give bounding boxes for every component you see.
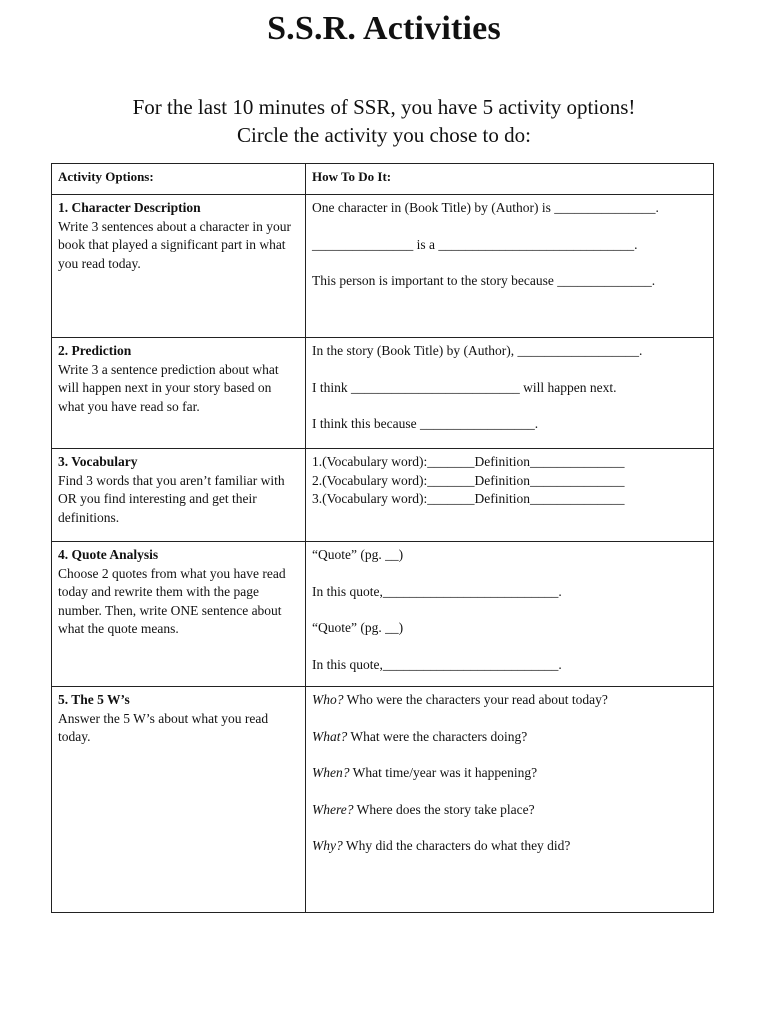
activity-cell-character-description bbox=[52, 195, 306, 338]
table-row bbox=[52, 338, 714, 449]
header-activity-options: Activity Options: bbox=[52, 164, 306, 195]
activity-cell-prediction bbox=[52, 338, 306, 449]
activity-cell-quote-analysis bbox=[52, 542, 306, 687]
question-what bbox=[312, 728, 707, 747]
question-why bbox=[312, 837, 707, 856]
question-word: What? bbox=[312, 728, 348, 744]
table-row bbox=[52, 687, 714, 913]
instruction-line: In this quote,__________________________. bbox=[312, 583, 562, 599]
header-how-to-do-it: How To Do It: bbox=[306, 164, 714, 195]
question-who bbox=[312, 691, 707, 710]
activity-title: 3. Vocabulary bbox=[58, 454, 138, 469]
activity-description: Answer the 5 W’s about what you read today. bbox=[58, 710, 269, 744]
question-when bbox=[312, 764, 707, 783]
activity-title: 2. Prediction bbox=[58, 343, 132, 358]
instruction-line: In the story (Book Title) by (Author), __________________. bbox=[312, 343, 643, 358]
instructions-cell-vocabulary bbox=[306, 449, 714, 542]
activity-title: 1. Character Description bbox=[58, 200, 201, 215]
instructions-cell-prediction bbox=[306, 338, 714, 449]
activity-cell-five-ws bbox=[52, 687, 306, 913]
instruction-line: 3.(Vocabulary word):_______Definition______________ bbox=[312, 491, 625, 506]
activity-table bbox=[51, 163, 714, 913]
question-word: Where? bbox=[312, 801, 354, 817]
activity-cell-vocabulary bbox=[52, 449, 306, 542]
instruction-line: 1.(Vocabulary word):_______Definition______________ bbox=[312, 454, 625, 469]
instruction-line: I think _________________________ will happen next. bbox=[312, 379, 617, 395]
instructions-cell-character-description bbox=[306, 195, 714, 338]
intro-line-2: Circle the activity you chose to do: bbox=[237, 123, 531, 147]
instruction-line: I think this because _________________. bbox=[312, 416, 539, 431]
question-text: Where does the story take place? bbox=[353, 801, 535, 817]
table-row bbox=[52, 542, 714, 687]
instruction-line: _______________ is a _____________________________. bbox=[312, 236, 638, 252]
question-text: What time/year was it happening? bbox=[349, 765, 538, 780]
table-header-row bbox=[52, 164, 714, 195]
instruction-line: In this quote,__________________________. bbox=[312, 656, 562, 672]
intro-line-1: For the last 10 minutes of SSR, you have 5 activity options! bbox=[132, 95, 636, 119]
instruction-line: “Quote” (pg. __) bbox=[312, 547, 404, 562]
activity-title: 4. Quote Analysis bbox=[58, 547, 159, 562]
question-text: Why did the characters do what they did? bbox=[342, 838, 571, 853]
activity-description: Choose 2 quotes from what you have read today and rewrite them with the page number. Then, write ONE sentence about what the quote means. bbox=[58, 565, 286, 636]
question-text: What were the characters doing? bbox=[347, 728, 528, 744]
activity-description: Find 3 words that you aren’t familiar with OR you find interesting and get their definitions. bbox=[58, 472, 285, 525]
page-title: S.S.R. Activities bbox=[267, 10, 501, 47]
instruction-line: One character in (Book Title) by (Author) is _______________. bbox=[312, 200, 659, 215]
instructions-cell-quote-analysis bbox=[306, 542, 714, 687]
question-word: When? bbox=[312, 765, 350, 780]
table-row bbox=[52, 449, 714, 542]
activity-description: Write 3 sentences about a character in your book that played a significant part in what you read today. bbox=[58, 218, 291, 271]
activity-description: Write 3 a sentence prediction about what will happen next in your story based on what you have read so far. bbox=[58, 361, 279, 414]
activity-title: 5. The 5 W’s bbox=[58, 692, 130, 707]
instructions-cell-five-ws bbox=[306, 687, 714, 913]
question-where bbox=[312, 801, 707, 820]
question-text: Who were the characters your read about today? bbox=[343, 692, 608, 707]
question-word: Who? bbox=[312, 692, 344, 707]
question-word: Why? bbox=[312, 838, 343, 853]
table-row bbox=[52, 195, 714, 338]
instruction-line: This person is important to the story because ______________. bbox=[312, 273, 656, 288]
instruction-line: “Quote” (pg. __) bbox=[312, 620, 404, 635]
instruction-line: 2.(Vocabulary word):_______Definition______________ bbox=[312, 472, 625, 488]
